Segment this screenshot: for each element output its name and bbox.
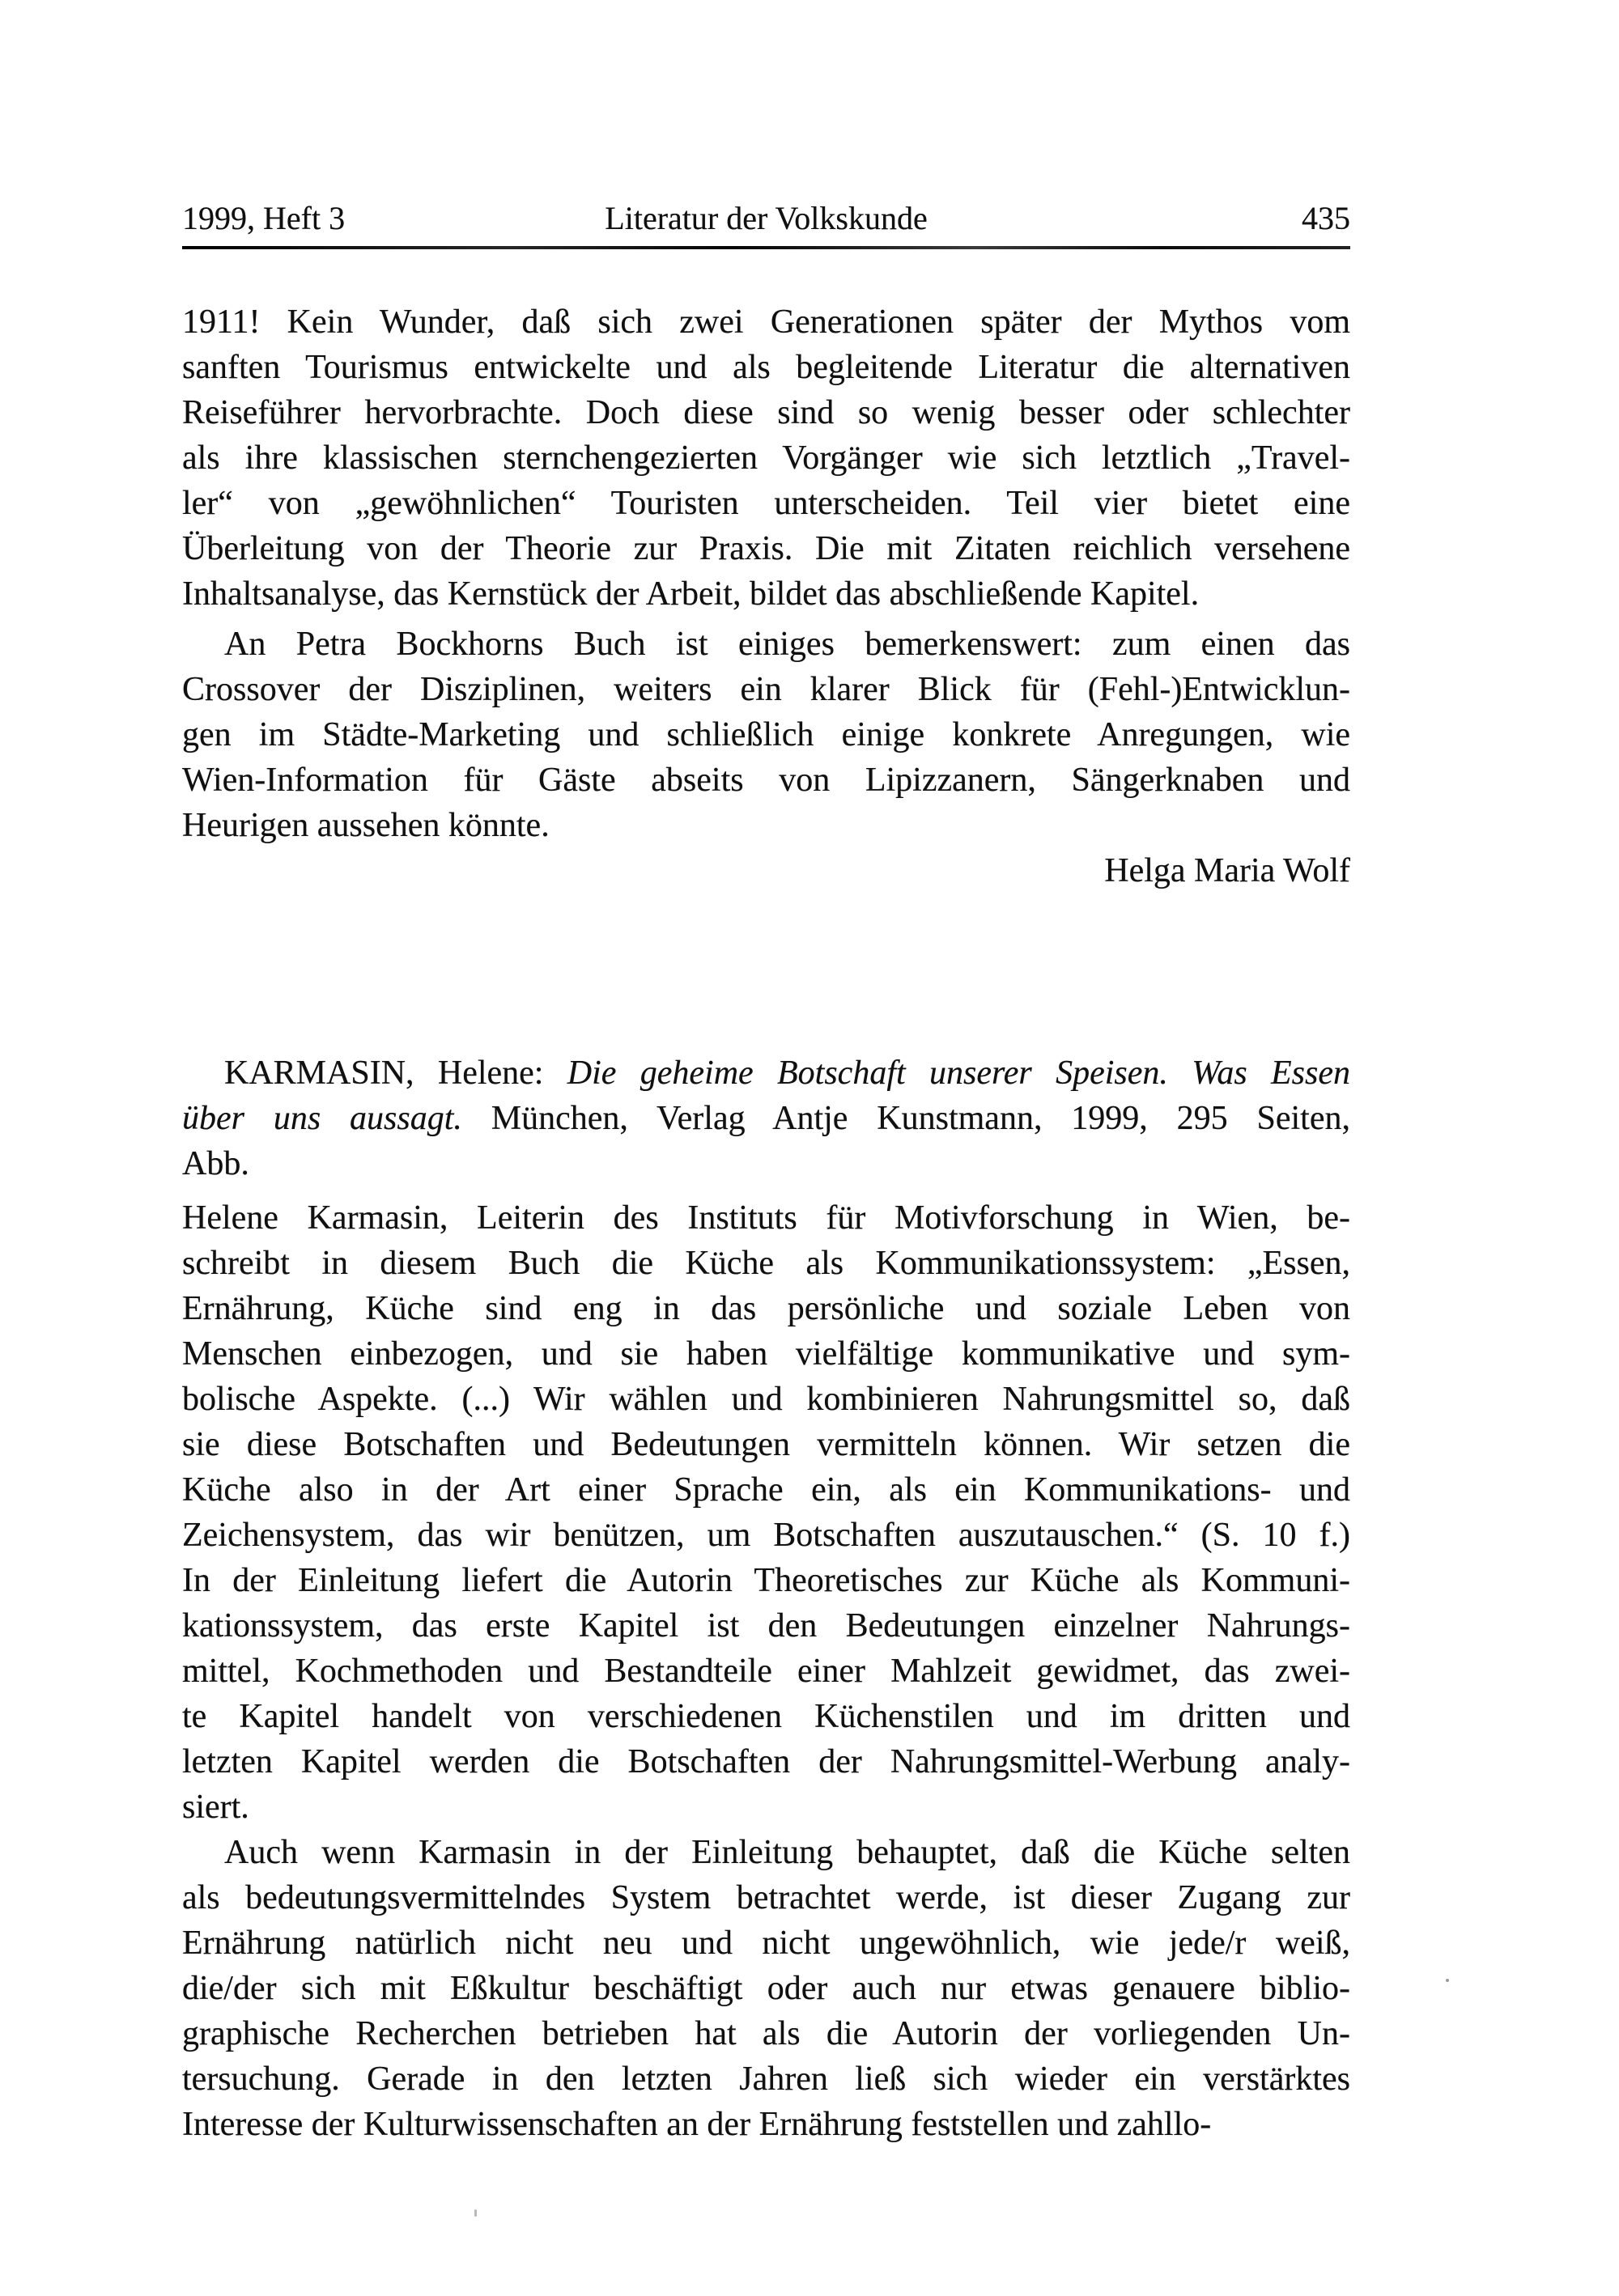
text-line: 1911! Kein Wunder, daß sich zwei Generationen später der Mythos vom <box>182 303 1350 341</box>
text-line: ler“ von „gewöhnlichen“ Touristen unterscheiden. Teil vier bietet eine <box>182 485 1350 522</box>
text-line: An Petra Bockhorns Buch ist einiges bemerkenswert: zum einen das <box>224 626 1350 663</box>
header-rule <box>182 246 1350 249</box>
text-line: Wien-Information für Gäste abseits von Lipizzanern, Sängerknaben und <box>182 762 1350 799</box>
text-line: Zeichensystem, das wir benützen, um Botschaften auszutauschen.“ (S. 10 f.) <box>182 1517 1350 1554</box>
scan-speck <box>474 2209 477 2217</box>
text-line: In der Einleitung liefert die Autorin Theoretisches zur Küche als Kommuni- <box>182 1562 1350 1599</box>
paragraph-karmasin-summary <box>182 1195 1350 1830</box>
paragraph-karmasin-critique <box>182 1830 1350 2147</box>
text-line: Crossover der Disziplinen, weiters ein klarer Blick für (Fehl-)Entwicklun- <box>182 671 1350 708</box>
text-line: als ihre klassischen sternchengezierten Vorgänger wie sich letztlich „Travel- <box>182 439 1350 477</box>
header-issue: 1999, Heft 3 <box>182 200 346 236</box>
text-line: Ernährung natürlich nicht neu und nicht ungewöhnlich, wie jede/r weiß, <box>182 1925 1350 1962</box>
text-line: gen im Städte-Marketing und schließlich einige konkrete Anregungen, wie <box>182 716 1350 753</box>
text-line: Helene Karmasin, Leiterin des Instituts für Motivforschung in Wien, be- <box>182 1199 1350 1237</box>
text-line: Küche also in der Art einer Sprache ein, als ein Kommunikations- und <box>182 1471 1350 1509</box>
text-line: Menschen einbezogen, und sie haben vielfältige kommunikative und sym- <box>182 1335 1350 1373</box>
text-line: tersuchung. Gerade in den letzten Jahren ließ sich wieder ein verstärktes <box>182 2060 1350 2098</box>
text-line: Reiseführer hervorbrachte. Doch diese sind so wenig besser oder schlechter <box>182 394 1350 431</box>
text-line: kationssystem, das erste Kapitel ist den Bedeutungen einzelner Nahrungs- <box>182 1607 1350 1645</box>
text-line: letzten Kapitel werden die Botschaften der Nahrungsmittel-Werbung analy- <box>182 1743 1350 1780</box>
text-line: Heurigen aussehen könnte. <box>182 807 550 844</box>
text-line: Ernährung, Küche sind eng in das persönliche und soziale Leben von <box>182 1290 1350 1327</box>
text-line: Abb. <box>182 1145 249 1182</box>
text-line: die/der sich mit Eßkultur beschäftigt oder auch nur etwas genauere biblio- <box>182 1970 1350 2007</box>
header-journal-title: Literatur der Volkskunde <box>605 200 928 236</box>
text-line: te Kapitel handelt von verschiedenen Küchenstilen und im dritten und <box>182 1698 1350 1735</box>
text-line: KARMASIN, Helene: Die geheime Botschaft unserer Speisen. Was Essen <box>224 1055 1350 1092</box>
reviewer-signature: Helga Maria Wolf <box>1104 852 1350 889</box>
text-line: mittel, Kochmethoden und Bestandteile einer Mahlzeit gewidmet, das zwei- <box>182 1653 1350 1690</box>
text-line: Auch wenn Karmasin in der Einleitung behauptet, daß die Küche selten <box>224 1834 1350 1871</box>
text-line: graphische Recherchen betrieben hat als die Autorin der vorliegenden Un- <box>182 2015 1350 2052</box>
text-line: schreibt in diesem Buch die Küche als Kommunikationssystem: „Essen, <box>182 1245 1350 1282</box>
text-line: sanften Tourismus entwickelte und als begleitende Literatur die alternativen <box>182 349 1350 386</box>
paragraph-bockhorn-review-end <box>182 299 1350 617</box>
text-line: Interesse der Kulturwissenschaften an der Ernährung feststellen und zahllo- <box>182 2106 1212 2143</box>
book-reference-karmasin <box>182 1050 1350 1186</box>
text-line: bolische Aspekte. (...) Wir wählen und kombinieren Nahrungsmittel so, daß <box>182 1381 1350 1418</box>
text-line: als bedeutungsvermittelndes System betrachtet werde, ist dieser Zugang zur <box>182 1879 1350 1916</box>
page-header <box>182 201 1350 236</box>
text-line: Inhaltsanalyse, das Kernstück der Arbeit, bildet das abschließende Kapitel. <box>182 575 1200 613</box>
text-line: siert. <box>182 1789 249 1826</box>
text-line: Überleitung von der Theorie zur Praxis. Die mit Zitaten reichlich versehene <box>182 530 1350 567</box>
scan-speck <box>1446 1979 1449 1982</box>
header-page-number: 435 <box>1302 200 1350 236</box>
paragraph-bockhorn-assessment <box>182 622 1350 848</box>
text-line: sie diese Botschaften und Bedeutungen vermitteln können. Wir setzen die <box>182 1426 1350 1463</box>
text-line: über uns aussagt. München, Verlag Antje Kunstmann, 1999, 295 Seiten, <box>182 1100 1350 1137</box>
